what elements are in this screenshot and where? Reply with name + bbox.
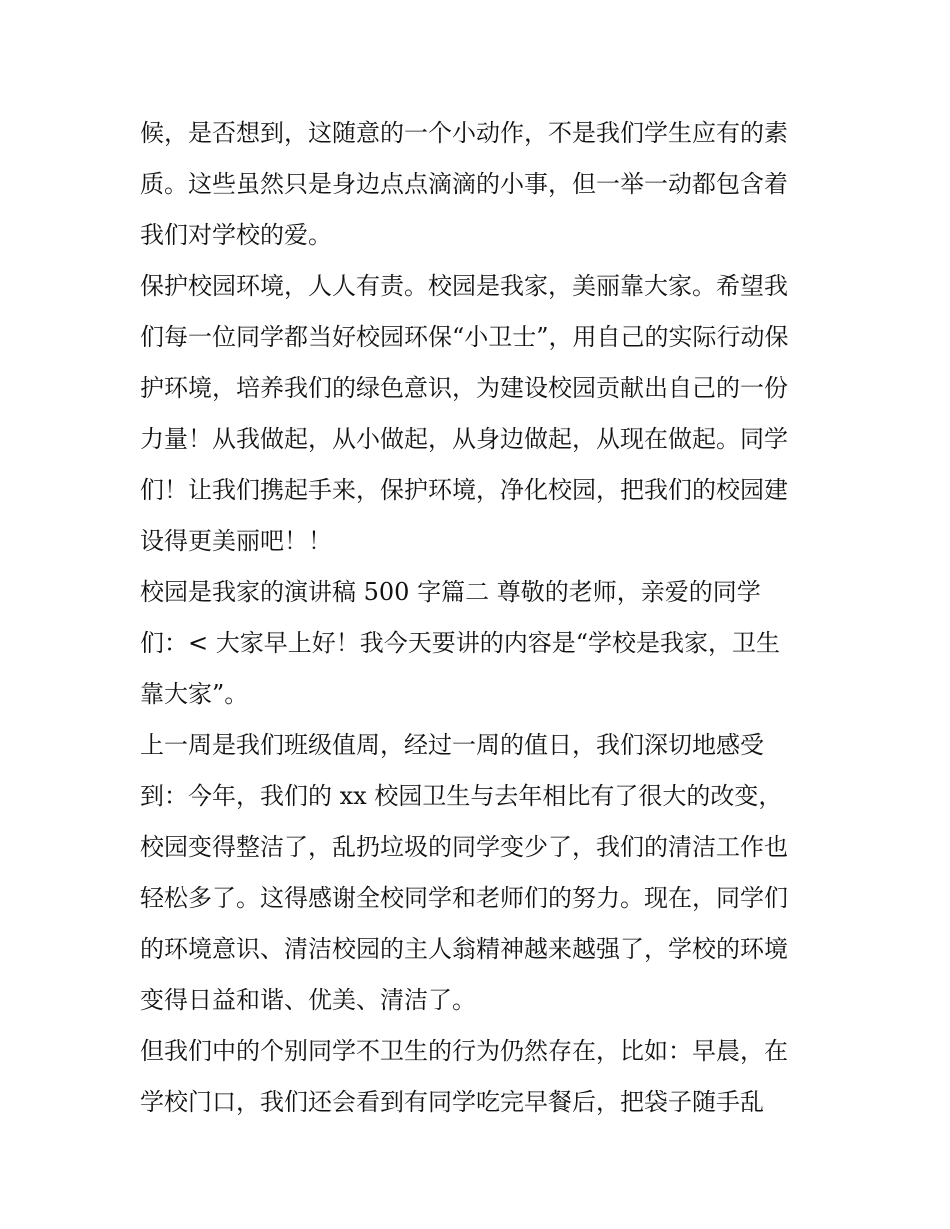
text-line: 到：今年，我们的 xx 校园卫生与去年相比有了很大的改变， — [140, 782, 783, 810]
text-line: 但我们中的个别同学不卫生的行为仍然存在，比如：早晨，在 — [140, 1037, 788, 1065]
text-line: 们：< 大家早上好！我今天要讲的内容是“学校是我家，卫生 — [140, 629, 781, 657]
text-line: 变得日益和谐、优美、清洁了。 — [140, 986, 476, 1014]
text-line: 们！让我们携起手来，保护环境，净化校园，把我们的校园建 — [140, 476, 788, 504]
text-line: 候，是否想到，这随意的一个小动作，不是我们学生应有的素 — [140, 119, 788, 147]
text-line: 校园是我家的演讲稿 500 字篇二 尊敬的老师，亲爱的同学 — [140, 578, 761, 606]
text-line: 质。这些虽然只是身边点点滴滴的小事，但一举一动都包含着 — [140, 170, 788, 198]
text-line: 学校门口，我们还会看到有同学吃完早餐后，把袋子随手乱 — [140, 1088, 764, 1116]
text-line: 的环境意识、清洁校园的主人翁精神越来越强了，学校的环境 — [140, 935, 788, 963]
text-line: 保护校园环境，人人有责。校园是我家，美丽靠大家。希望我 — [140, 272, 788, 300]
text-line: 上一周是我们班级值周，经过一周的值日，我们深切地感受 — [140, 731, 764, 759]
text-line: 我们对学校的爱。 — [140, 221, 332, 249]
text-line: 设得更美丽吧！！ — [140, 527, 332, 555]
text-line: 护环境，培养我们的绿色意识，为建设校园贡献出自己的一份 — [140, 374, 788, 402]
text-line: 轻松多了。这得感谢全校同学和老师们的努力。现在，同学们 — [140, 884, 788, 912]
body-text — [140, 108, 820, 1128]
text-line: 力量！从我做起，从小做起，从身边做起，从现在做起。同学 — [140, 425, 788, 453]
text-line: 靠大家”。 — [140, 680, 249, 708]
text-line: 们每一位同学都当好校园环保“小卫士”，用自己的实际行动保 — [140, 323, 789, 351]
text-line: 校园变得整洁了，乱扔垃圾的同学变少了，我们的清洁工作也 — [140, 833, 788, 861]
